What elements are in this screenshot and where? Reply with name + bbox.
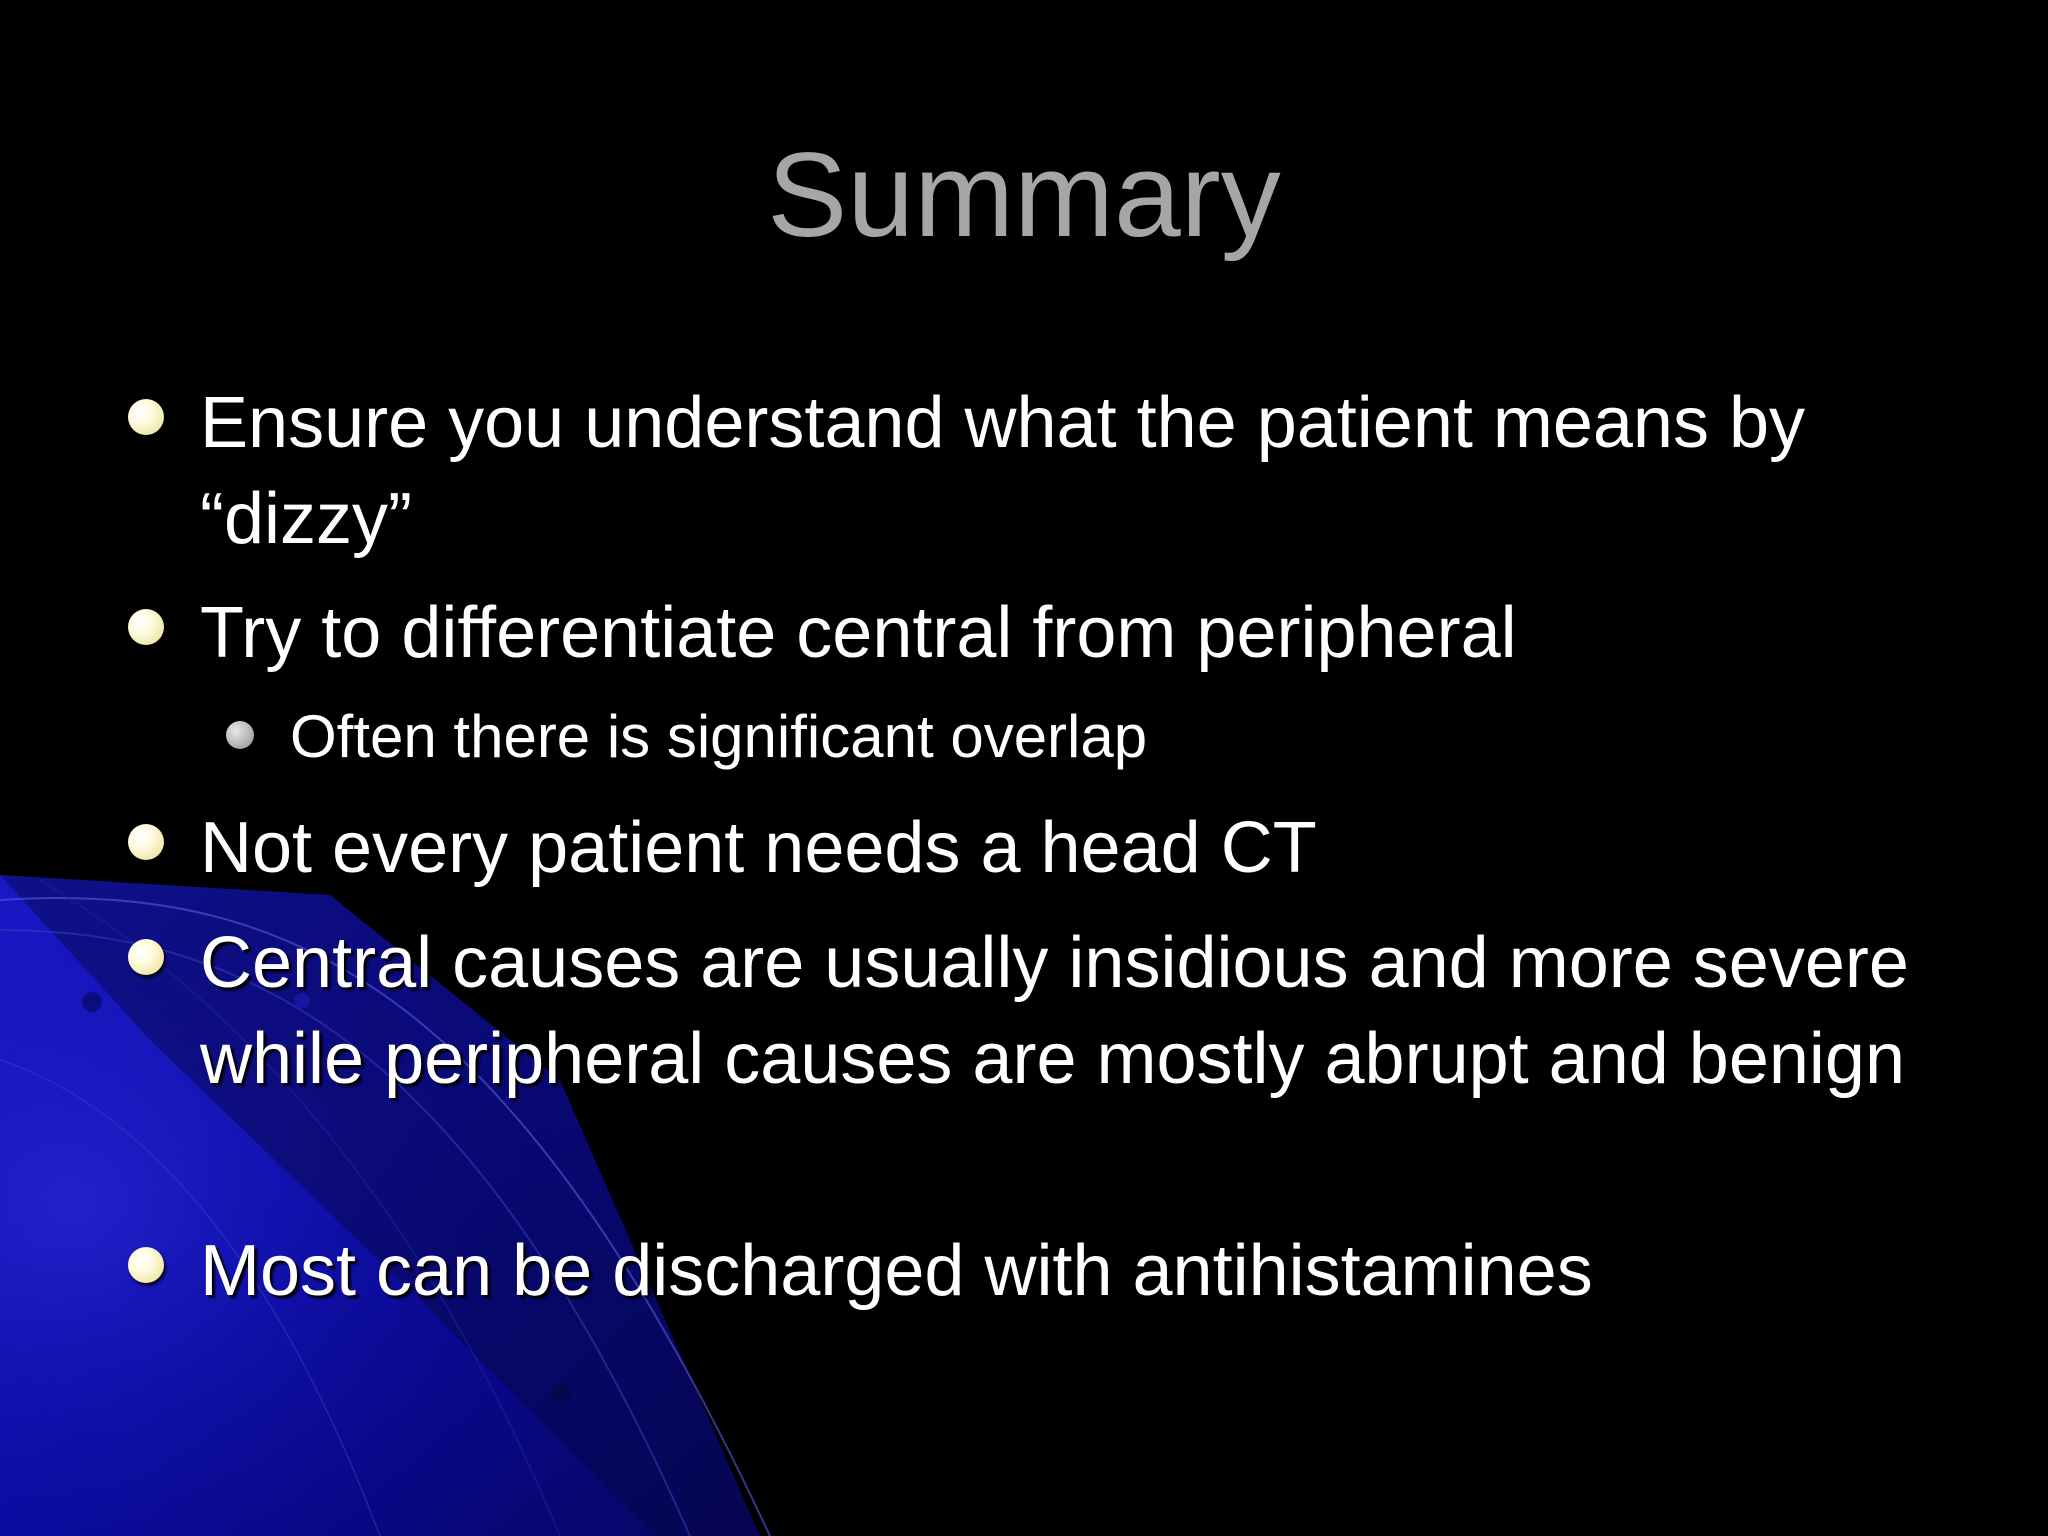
bullet-text: Try to differentiate central from peripheral: [200, 593, 1517, 673]
bullet-icon: [128, 399, 164, 435]
bullet-text: Most can be discharged with antihistamines: [200, 1231, 1593, 1311]
bullet-item: [200, 915, 1920, 1107]
bullet-item: [200, 1223, 1920, 1319]
sub-bullet-text: Often there is significant overlap: [290, 703, 1148, 770]
bullet-item: [200, 800, 1920, 896]
sub-bullet-icon: [226, 721, 254, 749]
sub-bullet-item: [290, 697, 1890, 777]
bullet-icon: [128, 609, 164, 645]
bullet-text: Not every patient needs a head CT: [200, 808, 1317, 888]
bullet-text: Ensure you understand what the patient means by “dizzy”: [200, 383, 1806, 559]
bullet-icon: [128, 939, 164, 975]
bullet-text: Central causes are usually insidious and more severe while peripheral causes are mostly abrupt and benign: [200, 923, 1909, 1099]
bullet-icon: [128, 1247, 164, 1283]
bullet-item: [200, 375, 1920, 567]
slide-title: Summary: [767, 128, 1281, 262]
bullet-item: [200, 585, 1920, 681]
bullet-icon: [128, 824, 164, 860]
